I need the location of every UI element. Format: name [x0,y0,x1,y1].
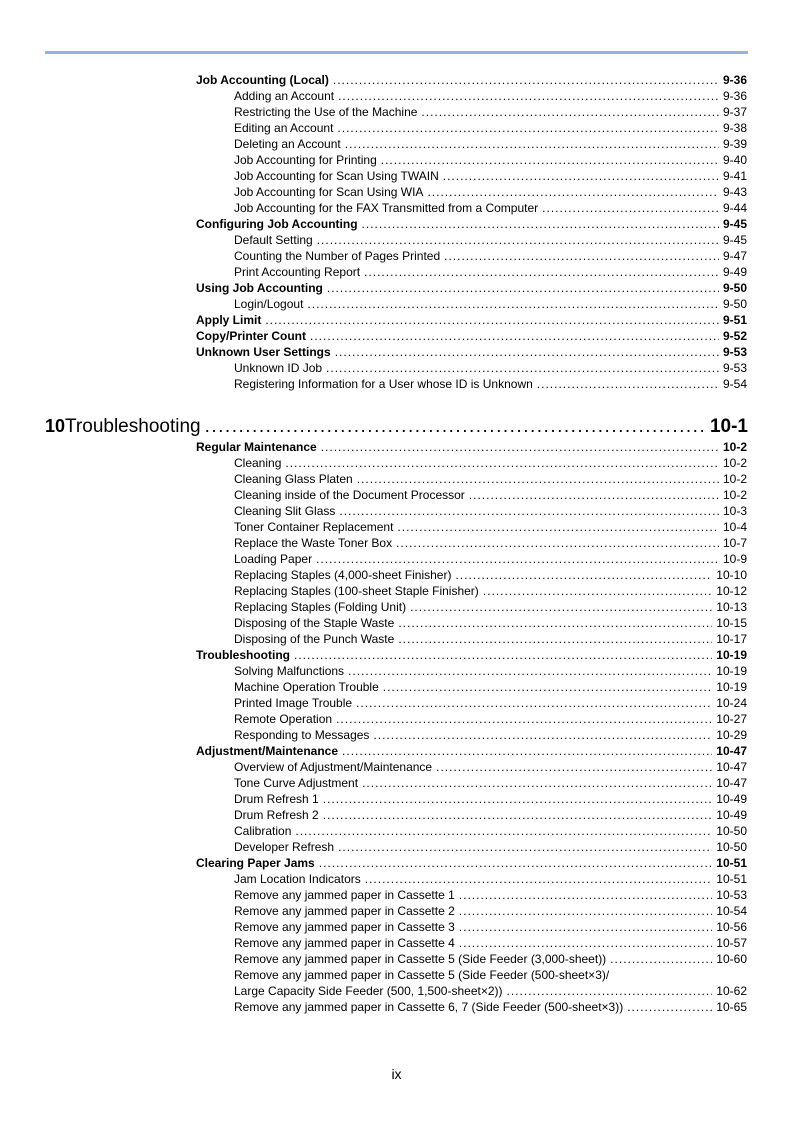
toc-entry-page: 10-29 [716,728,747,742]
dot-leader [507,983,713,999]
toc-entry[interactable] [234,887,747,903]
toc-entry-page: 10-10 [716,568,747,582]
dot-leader [373,727,712,743]
toc-entry[interactable] [234,248,747,264]
toc-entry-page: 9-43 [722,185,747,199]
toc-entry-page: 10-19 [716,648,747,662]
toc-entry-page: 10-47 [716,760,747,774]
toc-entry[interactable] [234,471,747,487]
dot-leader [348,663,712,679]
dot-leader [537,376,719,392]
toc-entry[interactable] [234,791,747,807]
toc-entry-page: 10-65 [716,1000,747,1014]
toc-entry-title: Replace the Waste Toner Box [234,536,393,550]
toc-entry-page: 9-36 [722,73,747,87]
toc-entry[interactable] [234,376,747,392]
toc-entry-page: 9-51 [722,313,747,327]
toc-entry-page: 10-27 [716,712,747,726]
toc-entry-page: 9-37 [722,105,747,119]
toc-entry[interactable] [234,919,747,935]
dot-leader [295,823,712,839]
toc-entry[interactable] [196,344,747,360]
toc-entry-title: Clearing Paper Jams [196,856,315,870]
toc-entry-page: 10-19 [716,680,747,694]
toc-entry-page: 10-7 [722,536,747,550]
toc-entry[interactable] [196,280,747,296]
dot-leader [483,583,712,599]
toc-entry[interactable] [234,615,747,631]
toc-entry-page: 9-47 [722,249,747,263]
toc-entry-page: 10-19 [716,664,747,678]
toc-entry-title: Remove any jammed paper in Cassette 1 [234,888,455,902]
toc-entry[interactable] [196,312,747,328]
toc-entry-page: 9-50 [722,281,747,295]
dot-leader [321,439,719,455]
dot-leader [459,903,713,919]
toc-entry[interactable] [196,72,747,88]
toc-entry-title: Large Capacity Side Feeder (500, 1,500-sheet×2)) [234,984,503,998]
toc-entry-title: Remove any jammed paper in Cassette 5 (Side Feeder (500-sheet×3)/ [234,968,610,982]
toc-entry-title: Remove any jammed paper in Cassette 4 [234,936,455,950]
toc-entry[interactable] [234,599,747,615]
toc-entry[interactable] [196,855,747,871]
toc-entry-page: 9-50 [722,297,747,311]
toc-entry[interactable] [234,999,747,1015]
toc-entry[interactable] [234,679,747,695]
toc-entry[interactable] [234,535,747,551]
toc-entry[interactable] [234,232,747,248]
chapter-number: 10 [45,416,66,436]
toc-entry-title: Drum Refresh 2 [234,808,319,822]
dot-leader [436,759,712,775]
toc-entry-title: Troubleshooting [196,648,290,662]
dot-leader [356,695,712,711]
toc-entry-page: 9-49 [722,265,747,279]
toc-entry[interactable] [234,168,747,184]
toc-entry-title: Adjustment/Maintenance [196,744,339,758]
toc-entry-title: Editing an Account [234,121,334,135]
toc-entry-page: 10-2 [722,472,747,486]
dot-leader [327,280,719,296]
toc-entry-title: Machine Operation Trouble [234,680,379,694]
toc-entry-title: Unknown User Settings [196,345,331,359]
toc-entry-title: Deleting an Account [234,137,341,151]
toc-entry-page: 10-51 [716,872,747,886]
dot-leader [443,168,719,184]
toc-entry[interactable] [234,264,747,280]
toc-entry[interactable] [196,647,747,663]
toc-entry-title: Counting the Number of Pages Printed [234,249,441,263]
toc-entry[interactable] [234,200,747,216]
toc-entry-title: Drum Refresh 1 [234,792,319,806]
toc-entry-title: Cleaning inside of the Document Processor [234,488,465,502]
toc-entry-page: 10-9 [722,552,747,566]
toc-entry[interactable] [234,759,747,775]
toc-entry-title: Job Accounting (Local) [196,73,329,87]
toc-entry-title: Calibration [234,824,292,838]
toc-entry-page: 10-13 [716,600,747,614]
toc-entry-page: 10-54 [716,904,747,918]
toc-entry[interactable] [234,631,747,647]
toc-entry[interactable] [234,455,747,471]
toc-entry-page: 10-56 [716,920,747,934]
toc-entry[interactable] [234,152,747,168]
toc-entry-page: 9-53 [722,345,747,359]
dot-leader [365,871,713,887]
dot-leader [357,471,719,487]
toc-entry-title: Remove any jammed paper in Cassette 6, 7 (Side Feeder (500-sheet×3)) [234,1000,624,1014]
dot-leader [427,184,719,200]
dot-leader [333,72,719,88]
toc-entry-title: Login/Logout [234,297,304,311]
toc-entry-page: 10-47 [716,744,747,758]
toc-entry-title: Solving Malfunctions [234,664,345,678]
toc-entry-title: Job Accounting for the FAX Transmitted from a Computer [234,201,539,215]
toc-entry[interactable] [196,743,747,759]
toc-entry-title: Disposing of the Punch Waste [234,632,395,646]
dot-leader [459,919,713,935]
toc-entry-page: 10-53 [716,888,747,902]
toc-entry-page: 9-52 [722,329,747,343]
toc-entry-page: 10-47 [716,776,747,790]
toc-entry-page: 9-40 [722,153,747,167]
toc-entry-title: Job Accounting for Scan Using TWAIN [234,169,439,183]
toc-entry-title: Apply Limit [196,313,262,327]
toc-entry[interactable] [234,807,747,823]
toc-entry-page: 10-50 [716,840,747,854]
toc-entry-title: Toner Container Replacement [234,520,394,534]
dot-leader [310,328,719,344]
toc-entry[interactable] [234,487,747,503]
toc-entry[interactable] [234,871,747,887]
dot-leader [610,951,712,967]
dot-leader [285,455,719,471]
toc-entry-title: Job Accounting for Printing [234,153,377,167]
dot-leader [316,551,719,567]
toc-entry[interactable] [234,727,747,743]
header-rule [45,51,748,54]
toc-entry[interactable] [196,328,747,344]
toc-entry-title: Unknown ID Job [234,361,323,375]
toc-entry-title: Adding an Account [234,89,335,103]
toc-entry[interactable] [234,951,747,967]
toc-entry-page: 9-36 [722,89,747,103]
toc-entry[interactable] [234,567,747,583]
toc-entry[interactable] [234,120,747,136]
dot-leader [307,296,719,312]
toc-entry-page: 10-60 [716,952,747,966]
chapter-10-entry[interactable] [45,414,748,438]
dot-leader [205,415,706,439]
dot-leader [627,999,712,1015]
toc-entry-title: Loading Paper [234,552,313,566]
toc-entry[interactable] [234,551,747,567]
toc-entry[interactable] [234,903,747,919]
toc-entry-page: 9-45 [722,233,747,247]
toc-entry[interactable] [234,360,747,376]
dot-leader [335,344,719,360]
toc-entry-page: 10-12 [716,584,747,598]
toc-entry-title: Tone Curve Adjustment [234,776,359,790]
toc-entry-title: Replacing Staples (Folding Unit) [234,600,407,614]
toc-entry[interactable] [234,935,747,951]
toc-entry-title: Print Accounting Report [234,265,361,279]
dot-leader [323,791,713,807]
dot-leader [362,775,712,791]
toc-entry-title: Developer Refresh [234,840,335,854]
toc-entry[interactable] [234,663,747,679]
toc-entry-title: Remove any jammed paper in Cassette 3 [234,920,455,934]
dot-leader [396,535,719,551]
toc-entry[interactable] [234,104,747,120]
toc-entry-page: 9-53 [722,361,747,375]
dot-leader [362,216,719,232]
dot-leader [319,855,713,871]
toc-entry-title: Copy/Printer Count [196,329,306,343]
toc-entry-title: Registering Information for a User whose ID is Unknown [234,377,533,391]
toc-entry-page: 10-17 [716,632,747,646]
toc-entry[interactable] [234,823,747,839]
toc-entry-title: Job Accounting for Scan Using WIA [234,185,424,199]
toc-entry-title: Remove any jammed paper in Cassette 5 (Side Feeder (3,000-sheet)) [234,952,607,966]
dot-leader [342,743,712,759]
dot-leader [397,519,719,535]
dot-leader [469,487,719,503]
toc-entry-title: Cleaning [234,456,282,470]
toc-entry[interactable] [234,583,747,599]
toc-entry[interactable] [196,439,747,455]
toc-entry-page: 10-51 [716,856,747,870]
toc-entry-page: 10-3 [722,504,747,518]
toc-entry-page: 9-38 [722,121,747,135]
dot-leader [398,615,712,631]
toc-entry-page: 10-2 [722,456,747,470]
dot-leader [410,599,712,615]
dot-leader [345,136,719,152]
dot-leader [323,807,713,823]
toc-entry[interactable] [234,88,747,104]
toc-entry-page: 10-49 [716,792,747,806]
dot-leader [265,312,719,328]
toc-entry[interactable] [234,296,747,312]
dot-leader [364,264,719,280]
dot-leader [338,88,719,104]
dot-leader [398,631,712,647]
dot-leader [294,647,712,663]
chapter-title: Troubleshooting [65,416,201,437]
toc-entry-title: Remove any jammed paper in Cassette 2 [234,904,455,918]
toc-entry-title: Cleaning Slit Glass [234,504,336,518]
toc-entry-title: Restricting the Use of the Machine [234,105,418,119]
toc-entry[interactable] [234,184,747,200]
toc-entry-page: 9-45 [722,217,747,231]
toc-entry-title: Replacing Staples (4,000-sheet Finisher) [234,568,452,582]
toc-entry-title: Regular Maintenance [196,440,317,454]
toc-entry-page: 9-54 [722,377,747,391]
toc-entry[interactable] [196,216,747,232]
toc-entry[interactable] [234,695,747,711]
dot-leader [459,935,713,951]
toc-entry[interactable] [234,519,747,535]
toc-entry-page: 9-39 [722,137,747,151]
toc-entry-page: 10-49 [716,808,747,822]
toc-entry-page: 9-41 [722,169,747,183]
dot-leader [421,104,719,120]
toc-entry-page: 10-62 [716,984,747,998]
dot-leader [326,360,719,376]
dot-leader [339,503,719,519]
toc-entry-title: Configuring Job Accounting [196,217,358,231]
toc-entry-page: 10-24 [716,696,747,710]
toc-entry-page: 9-44 [722,201,747,215]
dot-leader [459,887,713,903]
toc-entry-page: 10-50 [716,824,747,838]
toc-entry-title: Disposing of the Staple Waste [234,616,395,630]
dot-leader [455,567,712,583]
toc-entry-page: 10-4 [722,520,747,534]
toc-entry-title: Jam Location Indicators [234,872,361,886]
toc-entry-title: Overview of Adjustment/Maintenance [234,760,433,774]
toc-entry-title: Default Setting [234,233,313,247]
dot-leader [383,679,713,695]
toc-entry-page: 10-2 [722,440,747,454]
dot-leader [338,839,712,855]
toc-entry-title: Using Job Accounting [196,281,323,295]
toc-entry[interactable] [234,136,747,152]
toc-entry[interactable] [234,983,747,999]
toc-entry-title: Printed Image Trouble [234,696,353,710]
toc-entry[interactable] [234,839,747,855]
toc-entry-page: 10-2 [722,488,747,502]
toc-entry-title: Cleaning Glass Platen [234,472,353,486]
page-number: ix [391,1066,402,1082]
dot-leader [444,248,719,264]
toc-entry-page: 10-15 [716,616,747,630]
dot-leader [317,232,719,248]
toc-entry-title: Remote Operation [234,712,333,726]
chapter-page: 10-1 [709,416,748,437]
dot-leader [381,152,719,168]
toc-entry[interactable] [234,967,747,983]
dot-leader [337,120,719,136]
toc-entry-title: Responding to Messages [234,728,370,742]
dot-leader [336,711,712,727]
toc-entry-page: 10-57 [716,936,747,950]
toc-entry[interactable] [234,711,747,727]
toc-entry[interactable] [234,503,747,519]
dot-leader [542,200,719,216]
toc-entry[interactable] [234,775,747,791]
toc-entry-title: Replacing Staples (100-sheet Staple Finisher) [234,584,479,598]
